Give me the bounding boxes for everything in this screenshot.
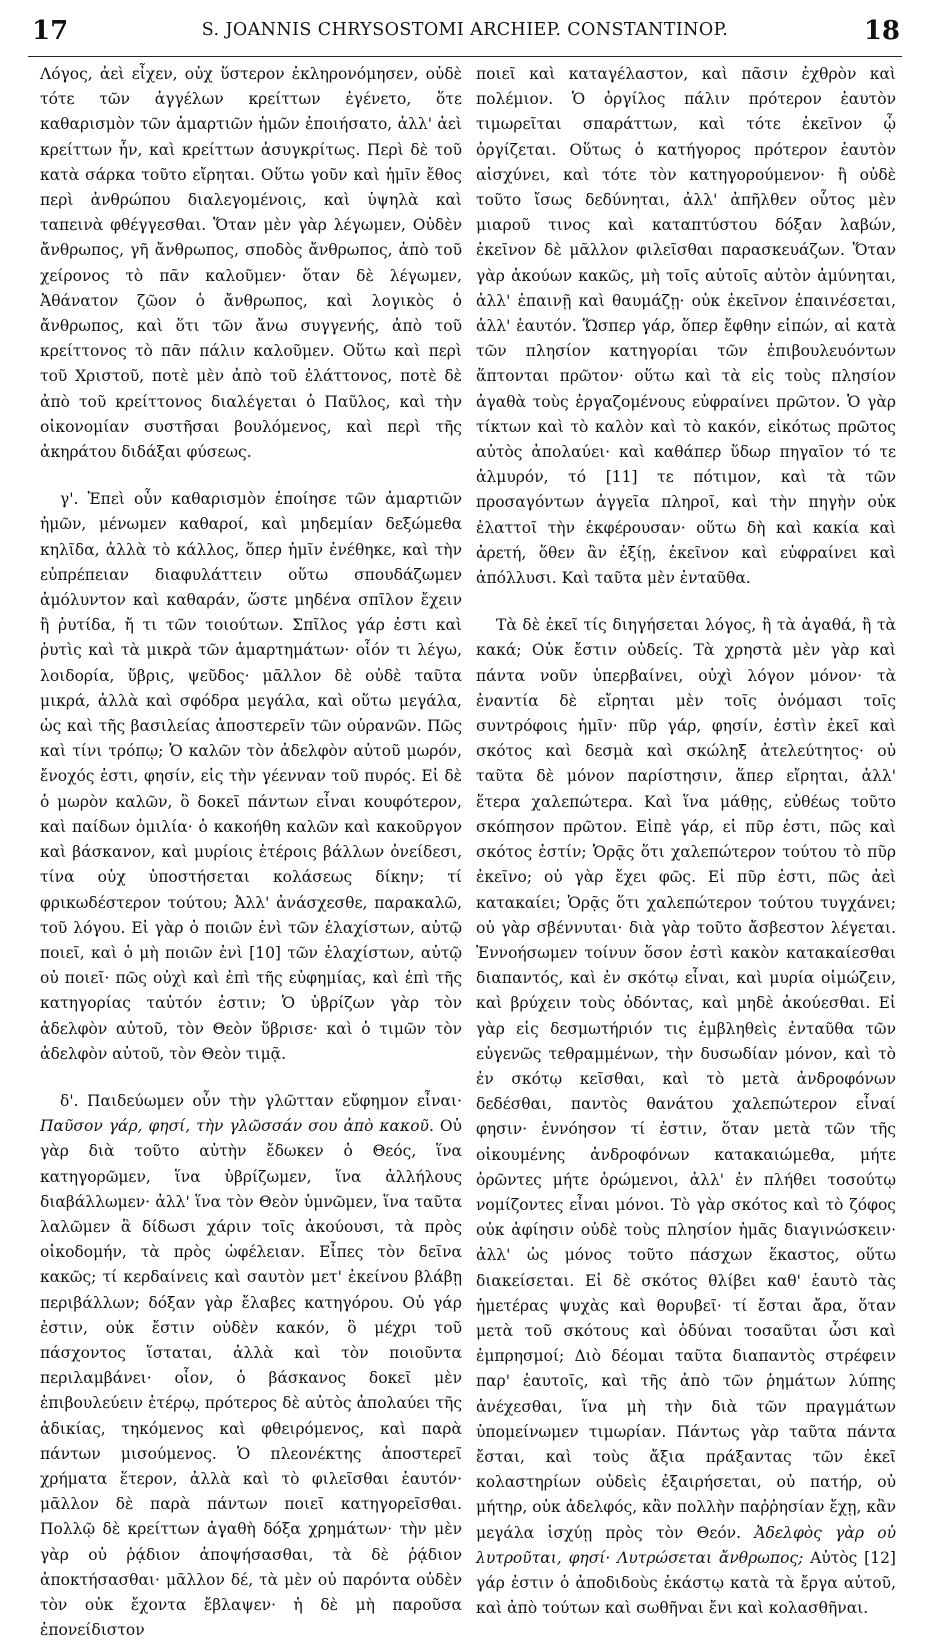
paragraph-end: Αὐτὸς [12] γάρ ἐστιν ὁ ἀποδιδοὺς ἑκάστῳ κατὰ τὰ ἔργα αὐτοῦ, καὶ ἀπὸ τούτων καὶ σωθῆναι ἔνι καὶ κολασθῆναι. — [476, 1548, 896, 1618]
section-lead: δ'. Παιδεύωμεν οὖν τὴν γλῶτταν εὔφημον εἶναι· — [60, 1091, 462, 1110]
page-number-right: 18 — [863, 16, 900, 46]
running-header — [28, 12, 902, 57]
right-column — [476, 62, 896, 1621]
page-number-left: 17 — [32, 16, 69, 46]
paragraph-gap — [40, 1067, 462, 1089]
left-paragraph-2: γ'. Ἐπεὶ οὖν καθαρισμὸν ἐποίησε τῶν ἁμαρτιῶν ἡμῶν, μένωμεν καθαροί, καὶ μηδεμίαν δεξώμεθα κηλῖδα, ἀλλὰ τὸ κάλλος, ὅπερ ἡμῖν ἐνέθηκε, καὶ τὴν εὐπρέπειαν διαφυλάττειν οὕτω σπουδάζωμεν ἀμόλυντον καὶ καθαράν, ὥστε μηδένα σπῖλον ἔχειν ἢ ῥυτίδα, ἤ τι τῶν τοιούτων. Σπῖλος γάρ ἐστι καὶ ῥυτὶς καὶ τὰ μικρὰ τῶν ἁμαρτημάτων· οἷόν τι λέγω, λοιδορία, ὕβρις, ψεῦδος· μᾶλλον δὲ οὐδὲ ταῦτα μικρά, ἀλλὰ καὶ σφόδρα μεγάλα, καὶ οὕτω μεγάλα, ὡς καὶ τῆς βασιλείας ἀποστερεῖν τῶν οὐρανῶν. Πῶς καὶ τίνι τρόπῳ; Ὁ καλῶν τὸν ἀδελφὸν αὐτοῦ μωρόν, ἔνοχός ἐστι, φησίν, εἰς τὴν γέενναν τοῦ πυρός. Εἰ δὲ ὁ μωρὸν καλῶν, ὃ δοκεῖ πάντων εἶναι κουφότερον, καὶ παίδων ὁμιλία· ὁ κακοήθη καλῶν καὶ κακοῦργον καὶ βάσκανον, καὶ μυρίοις ἑτέροις βάλλων ὀνείδεσι, τίνα οὐχ ὑποστήσεται κολάσεως δίκην; τί φρικωδέστερον τούτου; Ἀλλ' ἀνάσχεσθε, παρακαλῶ, τοῦ λόγου. Εἰ γὰρ ὁ ποιῶν ἑνὶ τῶν ἐλαχίστων, αὐτῷ ποιεῖ, καὶ ὁ μὴ ποιῶν ἑνὶ [10] τῶν ἐλαχίστων, αὐτῷ οὐ ποιεῖ· πῶς οὐχὶ καὶ ἐπὶ τῆς εὐφημίας, καὶ ἐπὶ τῆς κατηγορίας ταὐτόν ἐστιν; Ὁ ὑβρίζων γὰρ τὸν ἀδελφὸν αὐτοῦ, τὸν Θεὸν ὕβρισε· καὶ ὁ τιμῶν τὸν ἀδελφὸν αὐτοῦ, τὸν Θεὸν τιμᾷ. — [40, 490, 462, 1063]
paragraph-body: Τὰ δὲ ἐκεῖ τίς διηγήσεται λόγος, ἢ τὰ ἀγαθά, ἢ τὰ κακά; Οὐκ ἔστιν οὐδείς. Τὰ χρηστὰ μὲν γὰρ καὶ πάντα νοῦν ὑπερβαίνει, οὐχὶ λόγον μόνον· τὰ ἐναντία δὲ εἴρηται μὲν τοῖς ὀνόμασι τοῖς συντρόφοις ἡμῖν· πῦρ γάρ, φησίν, ἐστὶν ἐκεῖ καὶ σκότος καὶ δεσμὰ καὶ σκώληξ ἀτελεύτητος· οὐ ταῦτα δὲ μόνον παρίστησιν, ἅπερ εἴρηται, ἀλλ' ἕτερα χαλεπώτερα. Καὶ ἵνα μάθῃς, εὐθέως τοῦτο σκόπησον πρῶτον. Εἰπὲ γάρ, εἰ πῦρ ἐστι, πῶς καὶ σκότος ἐστίν; Ὁρᾷς ὅτι χαλεπώτερον τούτου τὸ πῦρ ἐκεῖνο; οὐ γὰρ ἔχει φῶς. Εἰ πῦρ ἐστι, πῶς ἀεὶ κατακαίει; Ὁρᾷς ὅτι χαλεπώτερον τούτου τυγχάνει; οὐ γὰρ σβέννυται· διὰ γὰρ τοῦτο ἄσβεστον λέγεται. Ἐννοήσωμεν τοίνυν ὅσον ἐστὶ κακὸν κατακαίεσθαι διαπαντός, καὶ ἐν σκότῳ εἶναι, καὶ μυρία οἰμώζειν, καὶ βρύχειν τοὺς ὀδόντας, καὶ μηδὲ ἀκούεσθαι. Εἰ γὰρ εἰς δεσμωτήριόν τις ἐμβληθεὶς ἐνταῦθα τῶν εὐγενῶς τεθραμμένων, τὴν δυσωδίαν μόνον, καὶ τὸ ἐν σκότῳ κεῖσθαι, καὶ τὸ μετὰ ἀνδροφόνων δεδέσθαι, παντὸς θανάτου χαλεπώτερον εἶναί φησιν· ἐννόησον τί ἐστιν, ὅταν μετὰ τῶν τῆς οἰκουμένης ἀνδροφόνων κατακαιώμεθα, μήτε ὁρῶντες μήτε ὁρώμενοι, ἀλλ' ἐν πλήθει τοσούτῳ νομίζοντες εἶναι μόνοι. Τὸ γὰρ σκότος καὶ τὸ ζόφος οὐκ ἀφίησιν οὐδὲ τοὺς πλησίον ἡμᾶς διαγινώσκειν· ἀλλ' ὡς μόνος τοῦτο πάσχων ἕκαστος, οὕτω διακείσεται. Εἰ δὲ σκότος θλίβει καθ' ἑαυτὸ τὰς ἡμετέρας ψυχὰς καὶ θορυβεῖ· τί ἔσται ἄρα, ὅταν μετὰ τοῦ σκότους καὶ ὀδύναι τοσαῦται ὦσι καὶ ἐμπρησμοί; Διὸ δέομαι ταῦτα διαπαντὸς στρέφειν παρ' ἑαυτοῖς, καὶ τῆς ἀπὸ τῶν ῥημάτων λύπης ἀνέχεσθαι, ἵνα μὴ τὴν διὰ τῶν πραγμάτων ὑπομείνωμεν τιμωρίαν. Πάντως γὰρ ταῦτα πάντα ἔσται, καὶ τοὺς ἄξια πράξαντας τῶν ἐκεῖ κολαστηρίων οὐδεὶς ἐξαιρήσεται, οὐ πατήρ, οὐ μήτηρ, οὐκ ἀδελφός, κἂν πολλὴν παῤῥησίαν ἔχῃ, κἂν μεγάλα ἰσχύῃ πρὸς τὸν Θεόν. — [476, 616, 896, 1542]
scripture-quote: Ἀδελφὸς γὰρ οὐ λυτροῦται, — [476, 1523, 897, 1567]
left-paragraph-1: Λόγος, ἀεὶ εἶχεν, οὐχ ὕστερον ἐκληρονόμησεν, οὐδὲ τότε τῶν ἀγγέλων κρείττων ἐγένετο, ὅτε καθαρισμὸν τῶν ἁμαρτιῶν ἡμῶν ἐποιήσατο, ἀλλ' ἀεὶ κρείττων ἦν, καὶ κρείττων ἀσυγκρίτως. Περὶ δὲ τοῦ κατὰ σάρκα τοῦτο εἴρηται. Οὕτω γοῦν καὶ ἡμῖν ἔθος περὶ ἀνθρώπου διαλεγομένοις, καὶ ὑψηλὰ καὶ ταπεινὰ φθέγγεσθαι. Ὅταν μὲν γὰρ λέγωμεν, Οὐδὲν ἄνθρωπος, γῆ ἄνθρωπος, σποδὸς ἄνθρωπος, ἀπὸ τοῦ χείρονος τὸ πᾶν καλοῦμεν· ὅταν δὲ λέγωμεν, Ἀθάνατον ζῶον ὁ ἄνθρωπος, καὶ λογικὸς ὁ ἄνθρωπος, καὶ ὅτι τῶν ἄνω συγγενής, ἀπὸ τοῦ κρείττονος τὸ πᾶν πάλιν καλοῦμεν. Οὕτω καὶ περὶ τοῦ Χριστοῦ, ποτὲ μὲν ἀπὸ τοῦ ἐλάττονος, ποτὲ δὲ ἀπὸ τοῦ κρείττονος διαλέγεται ὁ Παῦλος, καὶ τὴν οἰκονομίαν συστῆσαι βουλόμενος, καὶ περὶ τῆς ἀκηράτου διδάξαι φύσεως. — [40, 65, 462, 462]
paragraph-gap — [40, 465, 462, 487]
left-column — [40, 62, 462, 1643]
running-title: S. JOANNIS CHRYSOSTOMI ARCHIEP. CONSTANTINOP. — [201, 20, 729, 40]
right-paragraph-2 — [476, 613, 896, 1621]
paragraph-gap — [476, 591, 896, 613]
scripture-quote: Παῦσον γάρ, φησί, τὴν γλῶσσάν σου ἀπὸ κακοῦ. — [40, 1117, 434, 1136]
scripture-quote: Λυτρώσεται ἄνθρωπος; — [617, 1548, 804, 1567]
quote-attribution: φησί· — [568, 1548, 611, 1567]
right-paragraph-1: ποιεῖ καὶ καταγέλαστον, καὶ πᾶσιν ἐχθρὸν καὶ πολέμιον. Ὁ ὀργίλος πάλιν πρότερον ἑαυτὸν τιμωρεῖται σπαράττων, καὶ τότε ἐκεῖνον ᾧ ὀργίζεται. Οὕτως ὁ κατήγορος πρότερον ἑαυτὸν αἰσχύνει, καὶ τότε τὸν κατηγορούμενον· ἢ οὐδὲ τοῦτο ἴσως δεδύνηται, ἀλλ' ἀπῆλθεν οὗτος μὲν μιαροῦ τινος καὶ καταπτύστου δόξαν λαβών, ἐκεῖνον δὲ μᾶλλον φιλεῖσθαι παρασκευάζων. Ὅταν γὰρ ἀκούων κακῶς, μὴ τοῖς αὐτοῖς αὐτὸν ἀμύνηται, ἀλλ' ἐπαινῇ καὶ θαυμάζῃ· οὐκ ἐκεῖνον ἐπαινέσεται, ἀλλ' ἑαυτόν. Ὥσπερ γάρ, ὅπερ ἔφθην εἰπών, αἱ κατὰ τῶν πλησίον κατηγορίαι τῶν ἐπιβουλευόντων ἅπτονται πρῶτον· οὕτω καὶ τὰ εἰς τοὺς πλησίον ἀγαθὰ τοὺς ἐργαζομένους εὐφραίνει πρῶτον. Ὁ γὰρ τίκτων καὶ τὸ καλὸν καὶ τὸ κακόν, εἰκότως πρῶτος αὐτὸς ἀπολαύει· καὶ καθάπερ ὕδωρ πηγαῖον τό τε ἁλμυρόν, τό [11] τε πότιμον, καὶ τὰ τῶν προσαγόντων ἀγγεῖα πληροῖ, καὶ τὴν πηγὴν οὐκ ἐλαττοῖ τὴν ἐκφέρουσαν· οὕτω δὴ καὶ κακία καὶ ἀρετή, ὅθεν ἂν ἐξίῃ, ἐκεῖνον καὶ εὐφραίνει καὶ ἀπόλλυσι. Καὶ ταῦτα μὲν ἐνταῦθα. — [476, 65, 896, 588]
left-paragraph-3 — [40, 1089, 462, 1643]
paragraph-body: Οὐ γὰρ διὰ τοῦτο αὐτὴν ἔδωκεν ὁ Θεός, ἵνα κατηγορῶμεν, ἵνα ὑβρίζωμεν, ἵνα ἀλλήλους διαβάλλωμεν· ἀλλ' ἵνα τὸν Θεὸν ὑμνῶμεν, ἵνα ταῦτα λαλῶμεν ἃ δίδωσι χάριν τοῖς ἀκούουσι, τὰ πρὸς οἰκοδομήν, τὰ πρὸς ὠφέλειαν. Εἶπες τὸν δεῖνα κακῶς; τί κερδαίνεις καὶ σαυτὸν μετ' ἐκείνου βλάβῃ περιβάλλων; δόξαν γὰρ ἔλαβες κατηγόρου. Οὐ γάρ ἐστιν, οὐκ ἔστιν οὐδὲν κακόν, ὃ μέχρι τοῦ πάσχοντος ἵσταται, ἀλλὰ καὶ τὸν ποιοῦντα περιλαμβάνει· οἷον, ὁ βάσκανος δοκεῖ μὲν ἐπιβουλεύειν ἑτέρῳ, πρότερος δὲ αὐτὸς ἀπολαύει τῆς ἀδικίας, τηκόμενος καὶ φθειρόμενος, καὶ παρὰ πάντων μισούμενος. Ὁ πλεονέκτης ἀποστερεῖ χρήματα ἕτερον, ἀλλὰ καὶ τὸ φιλεῖσθαι ἑαυτόν· μᾶλλον δὲ παρὰ πάντων ποιεῖ κατηγορεῖσθαι. Πολλῷ δὲ κρείττων ἀγαθὴ δόξα χρημάτων· τὴν μὲν γὰρ οὐ ῥᾴδιον ἀποψήσασθαι, τὰ δὲ ῥᾴδιον ἀποκτήσασθαι· μᾶλλον δέ, τὰ μὲν οὐ παρόντα οὐδὲν τὸν οὐκ ἔχοντα ἔβλαψεν· ἡ δὲ μὴ παροῦσα ἐπονείδιστον — [40, 1117, 462, 1640]
